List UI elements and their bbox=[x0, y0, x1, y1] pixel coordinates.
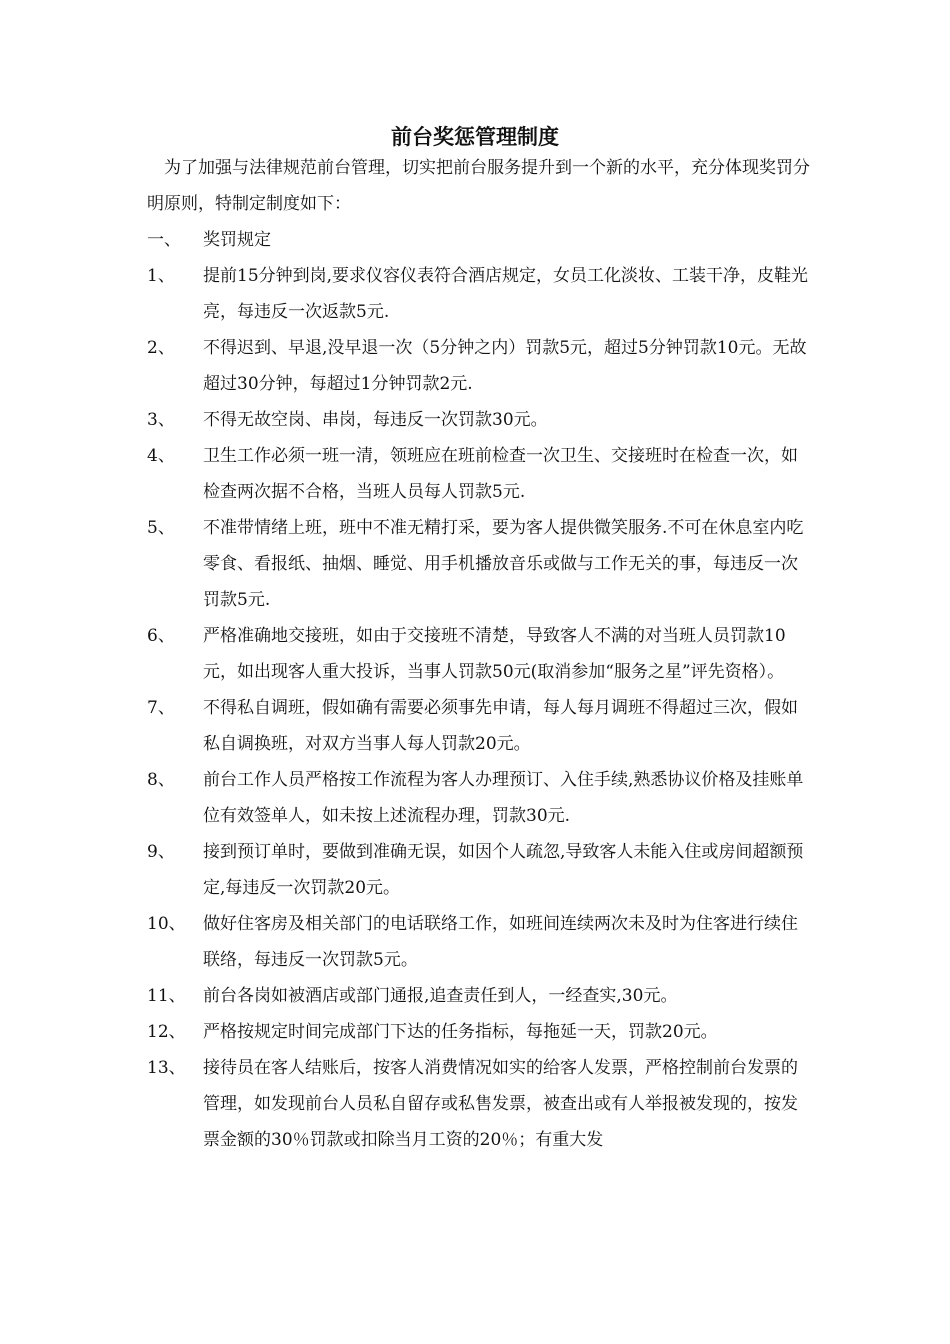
rule-text: 严格准确地交接班，如由于交接班不清楚，导致客人不满的对当班人员罚款10元，如出现客人重大投诉，当事人罚款50元(取消参加“服务之星”评先资格）。 bbox=[203, 626, 786, 682]
rule-text: 不得迟到、早退,没早退一次（5分钟之内）罚款5元，超过5分钟罚款10元。无故超过30分钟，每超过1分钟罚款2元. bbox=[203, 338, 807, 394]
rule-item bbox=[147, 834, 812, 906]
rule-number: 1、 bbox=[147, 266, 175, 286]
rules-list bbox=[147, 222, 812, 1158]
rule-text: 做好住客房及相关部门的电话联络工作，如班间连续两次未及时为住客进行续住联络，每违反一次罚款5元。 bbox=[203, 914, 798, 970]
rule-number: 10、 bbox=[147, 914, 186, 934]
rule-item bbox=[147, 402, 812, 438]
rule-item bbox=[147, 1014, 812, 1050]
rule-item bbox=[147, 510, 812, 618]
rule-text: 卫生工作必须一班一清，领班应在班前检查一次卫生、交接班时在检查一次，如检查两次据不合格，当班人员每人罚款5元. bbox=[203, 446, 798, 502]
document-title: 前台奖惩管理制度 bbox=[391, 124, 559, 149]
section-number: 一、 bbox=[147, 230, 181, 250]
rule-item bbox=[147, 690, 812, 762]
rule-number: 6、 bbox=[147, 626, 175, 646]
rule-text: 严格按规定时间完成部门下达的任务指标，每拖延一天，罚款20元。 bbox=[203, 1022, 718, 1042]
section-heading bbox=[147, 222, 812, 258]
rule-number: 8、 bbox=[147, 770, 175, 790]
rule-text: 不准带情绪上班，班中不准无精打采，要为客人提供微笑服务.不可在休息室内吃零食、看报纸、抽烟、睡觉、用手机播放音乐或做与工作无关的事，每违反一次罚款5元. bbox=[203, 518, 804, 610]
rule-number: 2、 bbox=[147, 338, 175, 358]
rule-number: 3、 bbox=[147, 410, 175, 430]
rule-number: 7、 bbox=[147, 698, 175, 718]
rule-text: 提前15分钟到岗,要求仪容仪表符合酒店规定，女员工化淡妆、工装干净，皮鞋光亮，每违反一次返款5元. bbox=[203, 266, 809, 322]
rule-text: 接到预订单时，要做到准确无误，如因个人疏忽,导致客人未能入住或房间超额预定,每违反一次罚款20元。 bbox=[203, 842, 804, 898]
rule-item bbox=[147, 906, 812, 978]
rule-number: 12、 bbox=[147, 1022, 186, 1042]
rule-number: 4、 bbox=[147, 446, 175, 466]
rule-number: 13、 bbox=[147, 1058, 186, 1078]
rule-item bbox=[147, 978, 812, 1014]
rule-item bbox=[147, 1050, 812, 1158]
rule-number: 5、 bbox=[147, 518, 175, 538]
section-text: 奖罚规定 bbox=[203, 230, 271, 250]
rule-text: 前台各岗如被酒店或部门通报,追查责任到人，一经查实,30元。 bbox=[203, 986, 678, 1006]
rule-items bbox=[147, 258, 812, 1158]
rule-item bbox=[147, 258, 812, 330]
rule-text: 前台工作人员严格按工作流程为客人办理预订、入住手续,熟悉协议价格及挂账单位有效签单人，如未按上述流程办理，罚款30元. bbox=[203, 770, 804, 826]
rule-item bbox=[147, 618, 812, 690]
rule-item bbox=[147, 762, 812, 834]
rule-number: 11、 bbox=[147, 986, 186, 1006]
rule-item bbox=[147, 438, 812, 510]
intro-paragraph: 为了加强与法律规范前台管理，切实把前台服务提升到一个新的水平，充分体现奖罚分明原则，特制定制度如下： bbox=[147, 158, 810, 214]
rule-text: 不得无故空岗、串岗，每违反一次罚款30元。 bbox=[203, 410, 548, 430]
rule-text: 不得私自调班，假如确有需要必须事先申请，每人每月调班不得超过三次，假如私自调换班，对双方当事人每人罚款20元。 bbox=[203, 698, 798, 754]
rule-number: 9、 bbox=[147, 842, 175, 862]
rule-text: 接待员在客人结账后，按客人消费情况如实的给客人发票，严格控制前台发票的管理，如发现前台人员私自留存或私售发票，被查出或有人举报被发现的，按发票金额的30％罚款或扣除当月工资的20％；有重大发 bbox=[203, 1058, 798, 1150]
rule-item bbox=[147, 330, 812, 402]
